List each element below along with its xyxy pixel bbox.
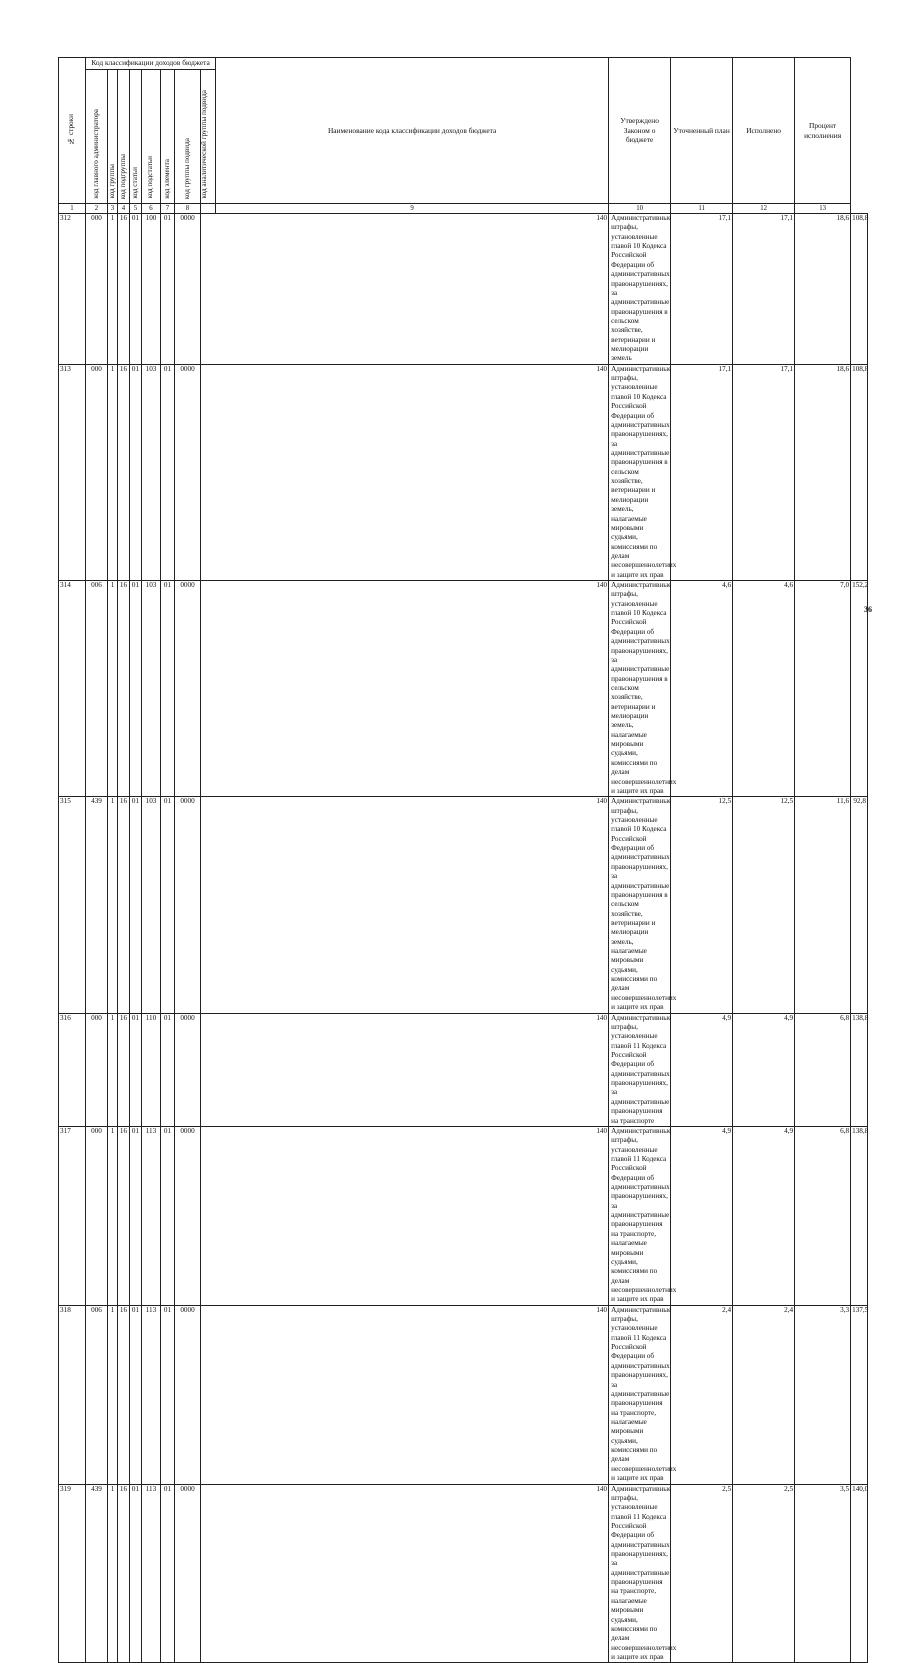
row-number: 319 bbox=[59, 1484, 86, 1663]
code-subgroup: 16 bbox=[118, 1013, 130, 1126]
code-article: 01 bbox=[130, 797, 142, 1013]
revenue-name: Административные штрафы, установленные главой 10 Кодекса Российской Федерации об административных правонарушениях, за административные правонарушения в сельском хозяйстве, ветеринарии и мелиорации земель, налагаемые мировыми судьями, комиссиями по делам несовершеннолетних и защите их прав bbox=[609, 581, 671, 797]
code-element: 01 bbox=[161, 581, 175, 797]
column-number: 8 bbox=[175, 204, 201, 214]
header-code-element: код элемента bbox=[161, 70, 175, 204]
row-number: 312 bbox=[59, 214, 86, 365]
code-admin: 439 bbox=[86, 797, 108, 1013]
table-row bbox=[59, 364, 868, 580]
percent-value: 108,8 bbox=[851, 214, 868, 365]
code-article: 01 bbox=[130, 1484, 142, 1663]
plan-value: 4,9 bbox=[733, 1013, 795, 1126]
code-admin: 000 bbox=[86, 1126, 108, 1305]
table-row bbox=[59, 581, 868, 797]
table-row bbox=[59, 1305, 868, 1484]
executed-value: 6,8 bbox=[795, 1013, 851, 1126]
row-number: 316 bbox=[59, 1013, 86, 1126]
revenue-name: Административные штрафы, установленные главой 11 Кодекса Российской Федерации об административных правонарушениях, за административные правонарушения на транспорте, налагаемые мировыми судьями, комиссиями по делам несовершеннолетних и защите их прав bbox=[609, 1126, 671, 1305]
column-number: 4 bbox=[118, 204, 130, 214]
approved-value: 2,4 bbox=[671, 1305, 733, 1484]
header-percent: Процент исполнения bbox=[795, 58, 851, 204]
header-row-number: № строки bbox=[59, 58, 86, 204]
code-subgroup: 16 bbox=[118, 581, 130, 797]
code-subarticle: 103 bbox=[142, 581, 161, 797]
code-subtype: 0000 bbox=[175, 1013, 201, 1126]
code-subarticle: 113 bbox=[142, 1484, 161, 1663]
executed-value: 6,8 bbox=[795, 1126, 851, 1305]
revenue-name: Административные штрафы, установленные главой 10 Кодекса Российской Федерации об административных правонарушениях, за административные правонарушения в сельском хозяйстве, ветеринарии и мелиорации земель, налагаемые мировыми судьями, комиссиями по делам несовершеннолетних и защите их прав bbox=[609, 364, 671, 580]
column-number: 3 bbox=[108, 204, 118, 214]
row-number: 318 bbox=[59, 1305, 86, 1484]
revenue-name: Административные штрафы, установленные главой 11 Кодекса Российской Федерации об административных правонарушениях, за административные правонарушения на транспорте bbox=[609, 1013, 671, 1126]
code-subgroup: 16 bbox=[118, 364, 130, 580]
code-admin: 000 bbox=[86, 214, 108, 365]
column-number: 10 bbox=[609, 204, 671, 214]
code-subarticle: 110 bbox=[142, 1013, 161, 1126]
row-number: 317 bbox=[59, 1126, 86, 1305]
column-number: 5 bbox=[130, 204, 142, 214]
code-group: 1 bbox=[108, 364, 118, 580]
page-number: 36 bbox=[864, 605, 872, 614]
header-code-analytic: код аналитической группы подвида bbox=[201, 70, 216, 204]
code-subtype: 0000 bbox=[175, 1484, 201, 1663]
code-analytic: 140 bbox=[201, 581, 609, 797]
table-row bbox=[59, 1484, 868, 1663]
code-element: 01 bbox=[161, 797, 175, 1013]
code-group: 1 bbox=[108, 214, 118, 365]
code-analytic: 140 bbox=[201, 214, 609, 365]
percent-value: 140,0 bbox=[851, 1484, 868, 1663]
executed-value: 18,6 bbox=[795, 214, 851, 365]
code-subtype: 0000 bbox=[175, 1126, 201, 1305]
header-code-admin: код главного администратора bbox=[86, 70, 108, 204]
plan-value: 12,5 bbox=[733, 797, 795, 1013]
code-analytic: 140 bbox=[201, 1013, 609, 1126]
code-subgroup: 16 bbox=[118, 1305, 130, 1484]
code-subarticle: 103 bbox=[142, 364, 161, 580]
executed-value: 18,6 bbox=[795, 364, 851, 580]
executed-value: 3,5 bbox=[795, 1484, 851, 1663]
column-number: 6 bbox=[142, 204, 161, 214]
percent-value: 92,8 bbox=[851, 797, 868, 1013]
code-analytic: 140 bbox=[201, 1484, 609, 1663]
table-row bbox=[59, 1013, 868, 1126]
percent-value: 108,8 bbox=[851, 364, 868, 580]
header-code-group: Код классификации доходов бюджета bbox=[86, 58, 216, 70]
code-admin: 006 bbox=[86, 1305, 108, 1484]
code-admin: 000 bbox=[86, 364, 108, 580]
column-number: 9 bbox=[216, 204, 609, 214]
plan-value: 17,1 bbox=[733, 214, 795, 365]
code-element: 01 bbox=[161, 214, 175, 365]
percent-value: 138,8 bbox=[851, 1126, 868, 1305]
code-subgroup: 16 bbox=[118, 1484, 130, 1663]
budget-revenue-table bbox=[58, 57, 868, 1663]
header-name: Наименование кода классификации доходов бюджета bbox=[216, 58, 609, 204]
code-group: 1 bbox=[108, 1013, 118, 1126]
revenue-name: Административные штрафы, установленные главой 10 Кодекса Российской Федерации об административных правонарушениях, за административные правонарушения в сельском хозяйстве, ветеринарии и мелиорации земель, налагаемые мировыми судьями, комиссиями по делам несовершеннолетних и защите их прав bbox=[609, 797, 671, 1013]
code-analytic: 140 bbox=[201, 364, 609, 580]
revenue-name: Административные штрафы, установленные главой 11 Кодекса Российской Федерации об административных правонарушениях, за административные правонарушения на транспорте, налагаемые мировыми судьями, комиссиями по делам несовершеннолетних и защите их прав bbox=[609, 1484, 671, 1663]
code-article: 01 bbox=[130, 581, 142, 797]
executed-value: 7,0 bbox=[795, 581, 851, 797]
code-element: 01 bbox=[161, 1484, 175, 1663]
code-subarticle: 113 bbox=[142, 1305, 161, 1484]
approved-value: 4,9 bbox=[671, 1126, 733, 1305]
code-admin: 006 bbox=[86, 581, 108, 797]
plan-value: 17,1 bbox=[733, 364, 795, 580]
code-subarticle: 113 bbox=[142, 1126, 161, 1305]
code-admin: 000 bbox=[86, 1013, 108, 1126]
code-article: 01 bbox=[130, 364, 142, 580]
code-group: 1 bbox=[108, 1305, 118, 1484]
header-code-subtype: код группы подвида bbox=[175, 70, 201, 204]
code-element: 01 bbox=[161, 364, 175, 580]
header-row-top bbox=[59, 58, 868, 70]
code-element: 01 bbox=[161, 1305, 175, 1484]
code-group: 1 bbox=[108, 1484, 118, 1663]
executed-value: 3,3 bbox=[795, 1305, 851, 1484]
code-subgroup: 16 bbox=[118, 1126, 130, 1305]
header-code-subarticle: код подстатьи bbox=[142, 70, 161, 204]
code-element: 01 bbox=[161, 1013, 175, 1126]
approved-value: 4,6 bbox=[671, 581, 733, 797]
header-executed: Исполнено bbox=[733, 58, 795, 204]
column-number: 13 bbox=[795, 204, 851, 214]
code-analytic: 140 bbox=[201, 1305, 609, 1484]
header-plan: Уточненный план bbox=[671, 58, 733, 204]
column-number: 2 bbox=[86, 204, 108, 214]
header-approved: Утверждено Законом о бюджете bbox=[609, 58, 671, 204]
code-article: 01 bbox=[130, 214, 142, 365]
code-subtype: 0000 bbox=[175, 364, 201, 580]
code-article: 01 bbox=[130, 1013, 142, 1126]
code-article: 01 bbox=[130, 1126, 142, 1305]
approved-value: 17,1 bbox=[671, 364, 733, 580]
plan-value: 4,9 bbox=[733, 1126, 795, 1305]
percent-value: 152,2 bbox=[851, 581, 868, 797]
column-number: 12 bbox=[733, 204, 795, 214]
code-group: 1 bbox=[108, 581, 118, 797]
code-element: 01 bbox=[161, 1126, 175, 1305]
header-code-subgroup: код подгруппы bbox=[118, 70, 130, 204]
row-number: 315 bbox=[59, 797, 86, 1013]
percent-value: 137,5 bbox=[851, 1305, 868, 1484]
row-number: 313 bbox=[59, 364, 86, 580]
code-group: 1 bbox=[108, 1126, 118, 1305]
code-subarticle: 103 bbox=[142, 797, 161, 1013]
approved-value: 4,9 bbox=[671, 1013, 733, 1126]
code-admin: 439 bbox=[86, 1484, 108, 1663]
plan-value: 2,4 bbox=[733, 1305, 795, 1484]
revenue-name: Административные штрафы, установленные главой 10 Кодекса Российской Федерации об административных правонарушениях, за административные правонарушения в сельском хозяйстве, ветеринарии и мелиорации земель bbox=[609, 214, 671, 365]
header-code-article: код статьи bbox=[130, 70, 142, 204]
code-subgroup: 16 bbox=[118, 214, 130, 365]
approved-value: 2,5 bbox=[671, 1484, 733, 1663]
column-number: 7 bbox=[161, 204, 175, 214]
code-subtype: 0000 bbox=[175, 1305, 201, 1484]
approved-value: 12,5 bbox=[671, 797, 733, 1013]
percent-value: 138,8 bbox=[851, 1013, 868, 1126]
row-number: 314 bbox=[59, 581, 86, 797]
code-article: 01 bbox=[130, 1305, 142, 1484]
header-code-group-col: код группы bbox=[108, 70, 118, 204]
table-body bbox=[59, 58, 868, 1663]
column-number: 1 bbox=[59, 204, 86, 214]
plan-value: 2,5 bbox=[733, 1484, 795, 1663]
table-row bbox=[59, 797, 868, 1013]
code-analytic: 140 bbox=[201, 1126, 609, 1305]
approved-value: 17,1 bbox=[671, 214, 733, 365]
code-analytic: 140 bbox=[201, 797, 609, 1013]
column-number: 11 bbox=[671, 204, 733, 214]
code-subarticle: 100 bbox=[142, 214, 161, 365]
code-subtype: 0000 bbox=[175, 797, 201, 1013]
executed-value: 11,6 bbox=[795, 797, 851, 1013]
code-subtype: 0000 bbox=[175, 581, 201, 797]
table-row bbox=[59, 1126, 868, 1305]
revenue-name: Административные штрафы, установленные главой 11 Кодекса Российской Федерации об административных правонарушениях, за административные правонарушения на транспорте, налагаемые мировыми судьями, комиссиями по делам несовершеннолетних и защите их прав bbox=[609, 1305, 671, 1484]
table-row bbox=[59, 214, 868, 365]
code-subgroup: 16 bbox=[118, 797, 130, 1013]
column-numbers-row bbox=[59, 204, 868, 214]
code-group: 1 bbox=[108, 797, 118, 1013]
code-subtype: 0000 bbox=[175, 214, 201, 365]
column-number bbox=[201, 204, 216, 214]
plan-value: 4,6 bbox=[733, 581, 795, 797]
